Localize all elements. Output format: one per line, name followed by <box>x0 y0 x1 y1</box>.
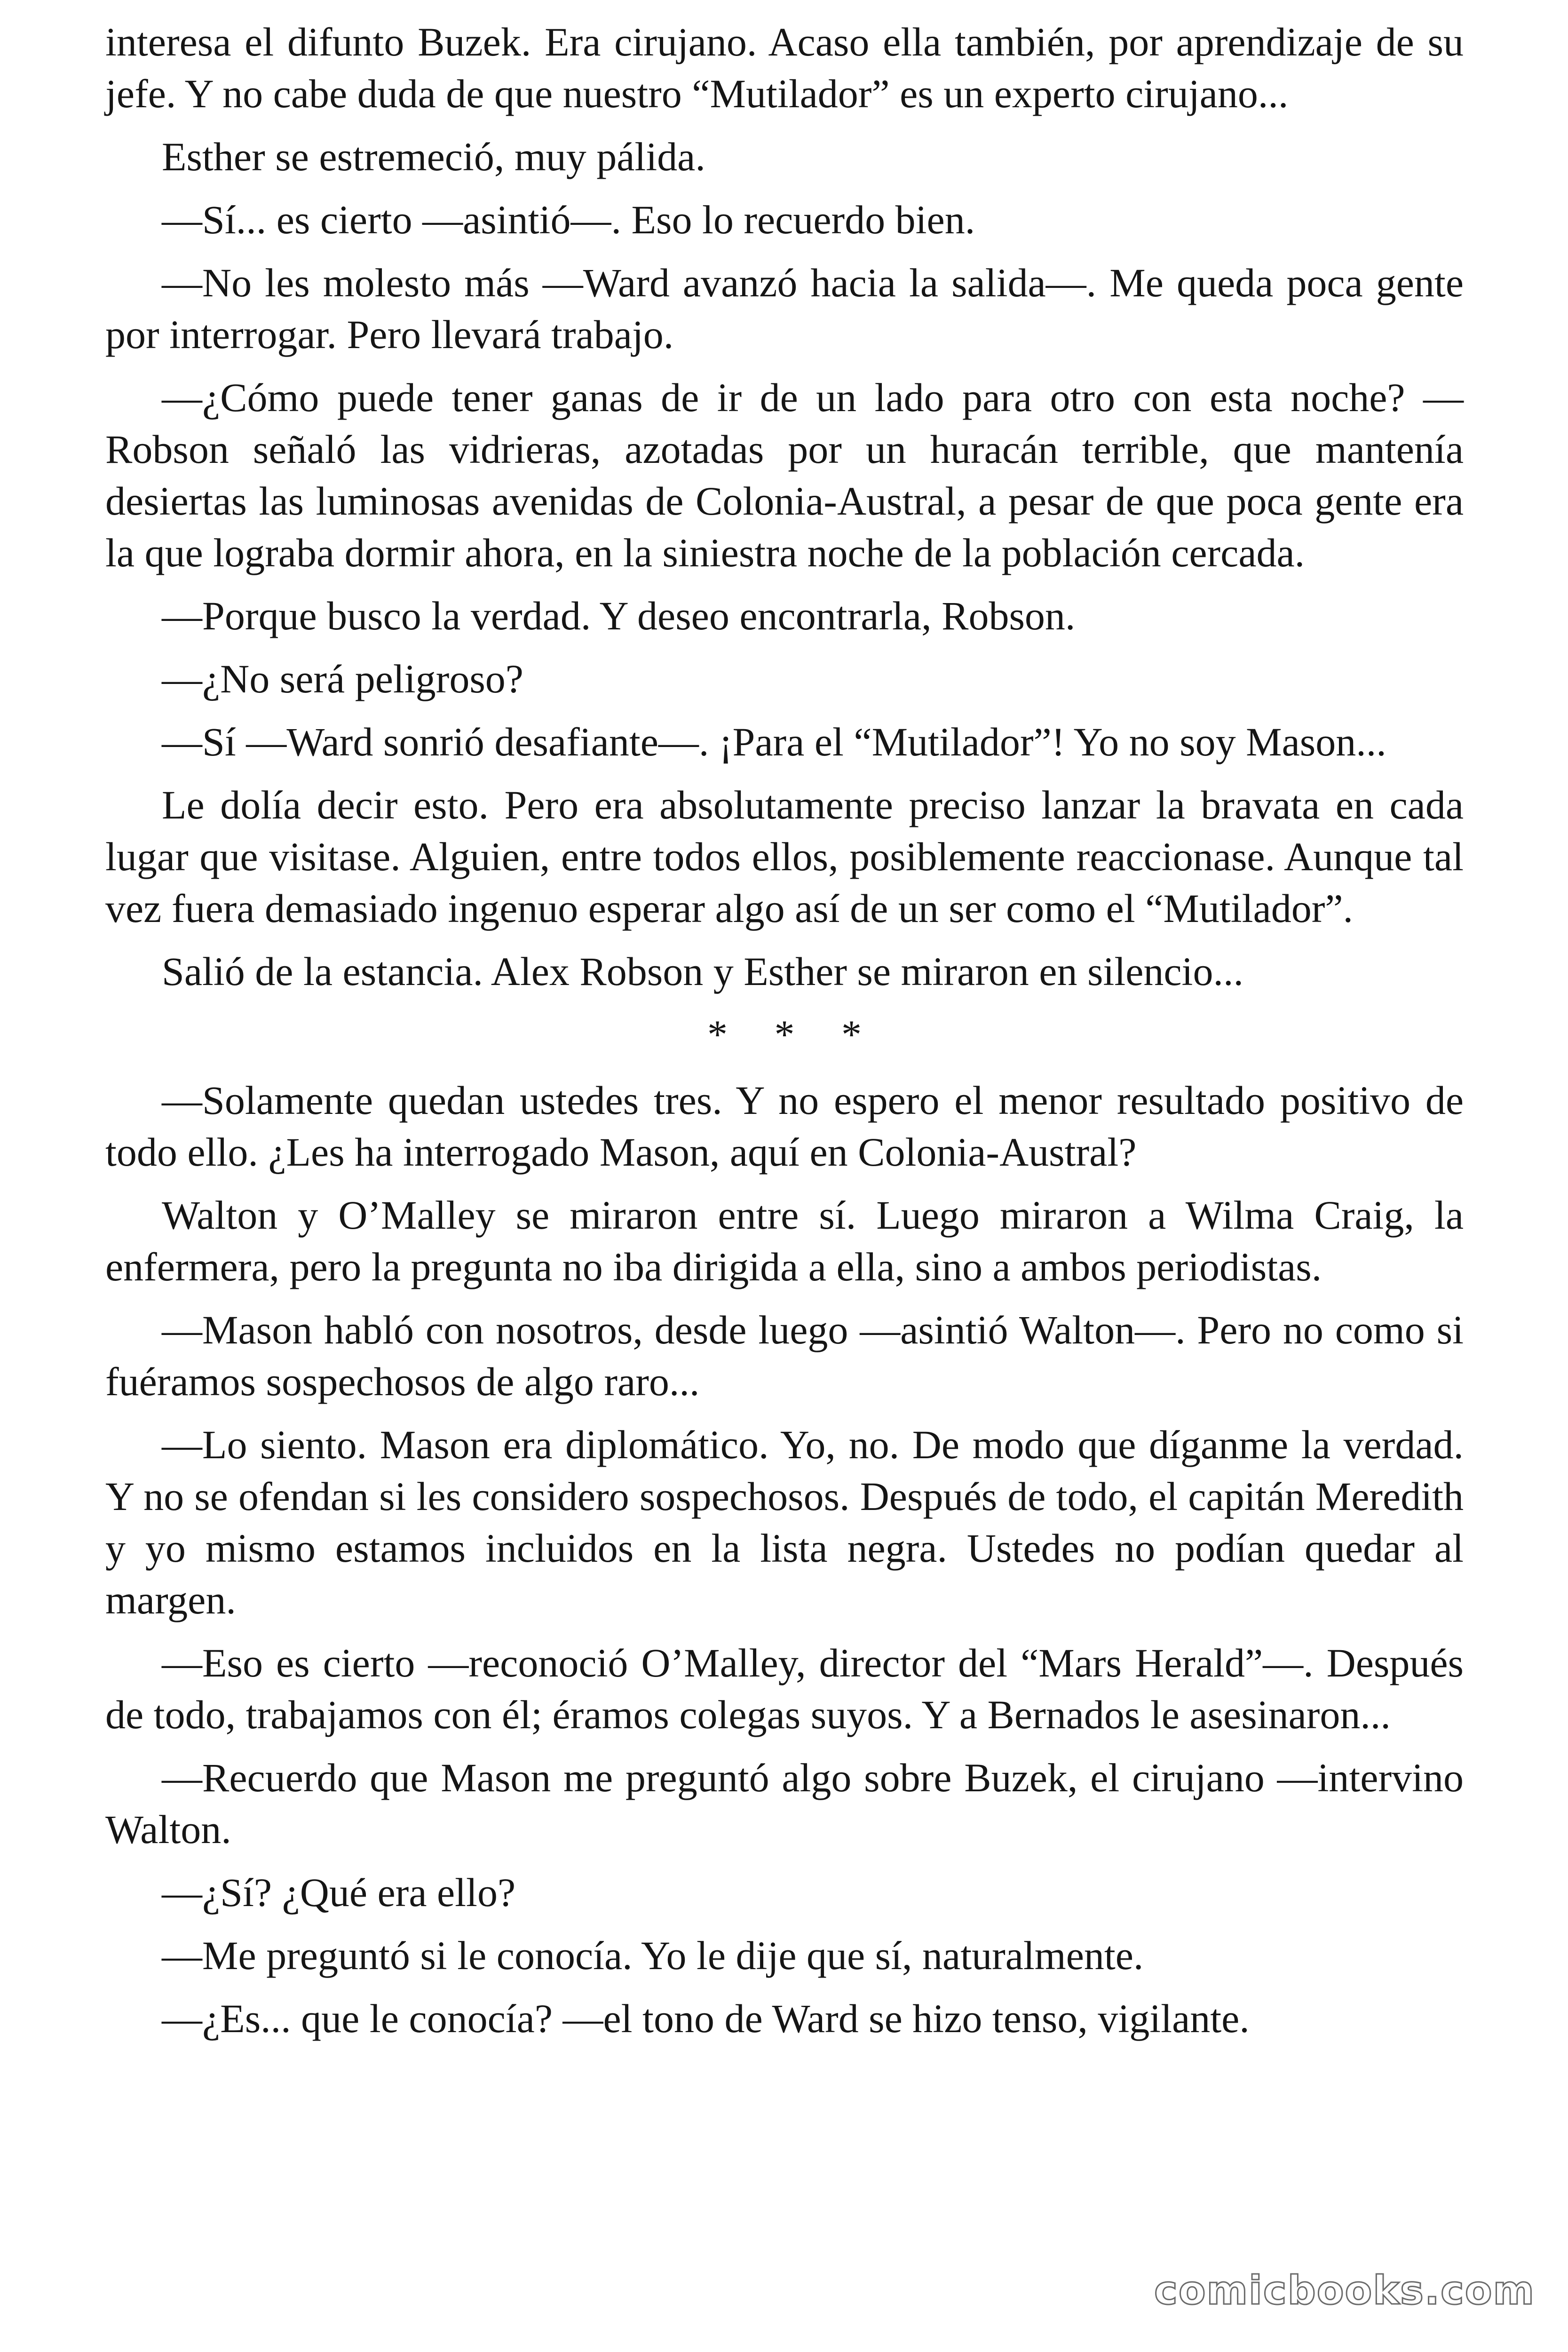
paragraph: Esther se estremeció, muy pálida. <box>162 134 705 179</box>
paragraph: —¿Es... que le conocía? —el tono de Ward se hizo tenso, vigilante. <box>162 1996 1250 2041</box>
paragraph: —Solamente quedan ustedes tres. Y no espero el menor resultado positivo de todo ello. ¿Les ha interrogado Mason, aquí en Colonia-Austral? <box>105 1078 1464 1175</box>
paragraph: —Sí... es cierto —asintió—. Eso lo recuerdo bien. <box>162 197 975 242</box>
paragraph: Walton y O’Malley se miraron entre sí. Luego miraron a Wilma Craig, la enfermera, pero la pregunta no iba dirigida a ella, sino a ambos periodistas. <box>105 1192 1464 1289</box>
paragraph: —Porque busco la verdad. Y deseo encontrarla, Robson. <box>162 593 1076 638</box>
section-separator: * * * <box>707 1012 862 1057</box>
paragraph: —No les molesto más —Ward avanzó hacia la salida—. Me queda poca gente por interrogar. Pero llevará trabajo. <box>105 260 1464 357</box>
paragraph: —¿Sí? ¿Qué era ello? <box>162 1870 516 1915</box>
paragraph: Salió de la estancia. Alex Robson y Esther se miraron en silencio... <box>162 949 1243 994</box>
paragraph: —Recuerdo que Mason me preguntó algo sobre Buzek, el cirujano —intervino Walton. <box>105 1755 1464 1852</box>
paragraph: —¿Cómo puede tener ganas de ir de un lado para otro con esta noche? —Robson señaló las vidrieras, azotadas por un huracán terrible, que mantenía desiertas las luminosas avenidas de Colonia-Austral, a pesar de que poca gente era la que lograba dormir ahora, en la siniestra noche de la población cercada. <box>105 375 1464 575</box>
paragraph: —¿No será peligroso? <box>162 656 523 701</box>
paragraph: —Lo siento. Mason era diplomático. Yo, no. De modo que díganme la verdad. Y no se ofendan si les considero sospechosos. Después de todo, el capitán Meredith y yo mismo estamos incluidos en la lista negra. Ustedes no podían quedar al margen. <box>105 1422 1464 1622</box>
watermark-logo: comicbooks.com <box>1154 2267 1535 2313</box>
paragraph: —Me preguntó si le conocía. Yo le dije que sí, naturalmente. <box>162 1933 1144 1978</box>
page-body-text <box>105 16 1464 2056</box>
paragraph: interesa el difunto Buzek. Era cirujano. Acaso ella también, por aprendizaje de su jefe. Y no cabe duda de que nuestro “Mutilador” es un experto cirujano... <box>105 19 1464 116</box>
paragraph: —Mason habló con nosotros, desde luego —asintió Walton—. Pero no como si fuéramos sospechosos de algo raro... <box>105 1307 1464 1404</box>
paragraph: —Eso es cierto —reconoció O’Malley, director del “Mars Herald”—. Después de todo, trabajamos con él; éramos colegas suyos. Y a Bernados le asesinaron... <box>105 1640 1464 1737</box>
paragraph: —Sí —Ward sonrió desafiante—. ¡Para el “Mutilador”! Yo no soy Mason... <box>162 719 1386 764</box>
paragraph: Le dolía decir esto. Pero era absolutamente preciso lanzar la bravata en cada lugar que visitase. Alguien, entre todos ellos, posiblemente reaccionase. Aunque tal vez fuera demasiado ingenuo esperar algo así de un ser como el “Mutilador”. <box>105 782 1464 931</box>
